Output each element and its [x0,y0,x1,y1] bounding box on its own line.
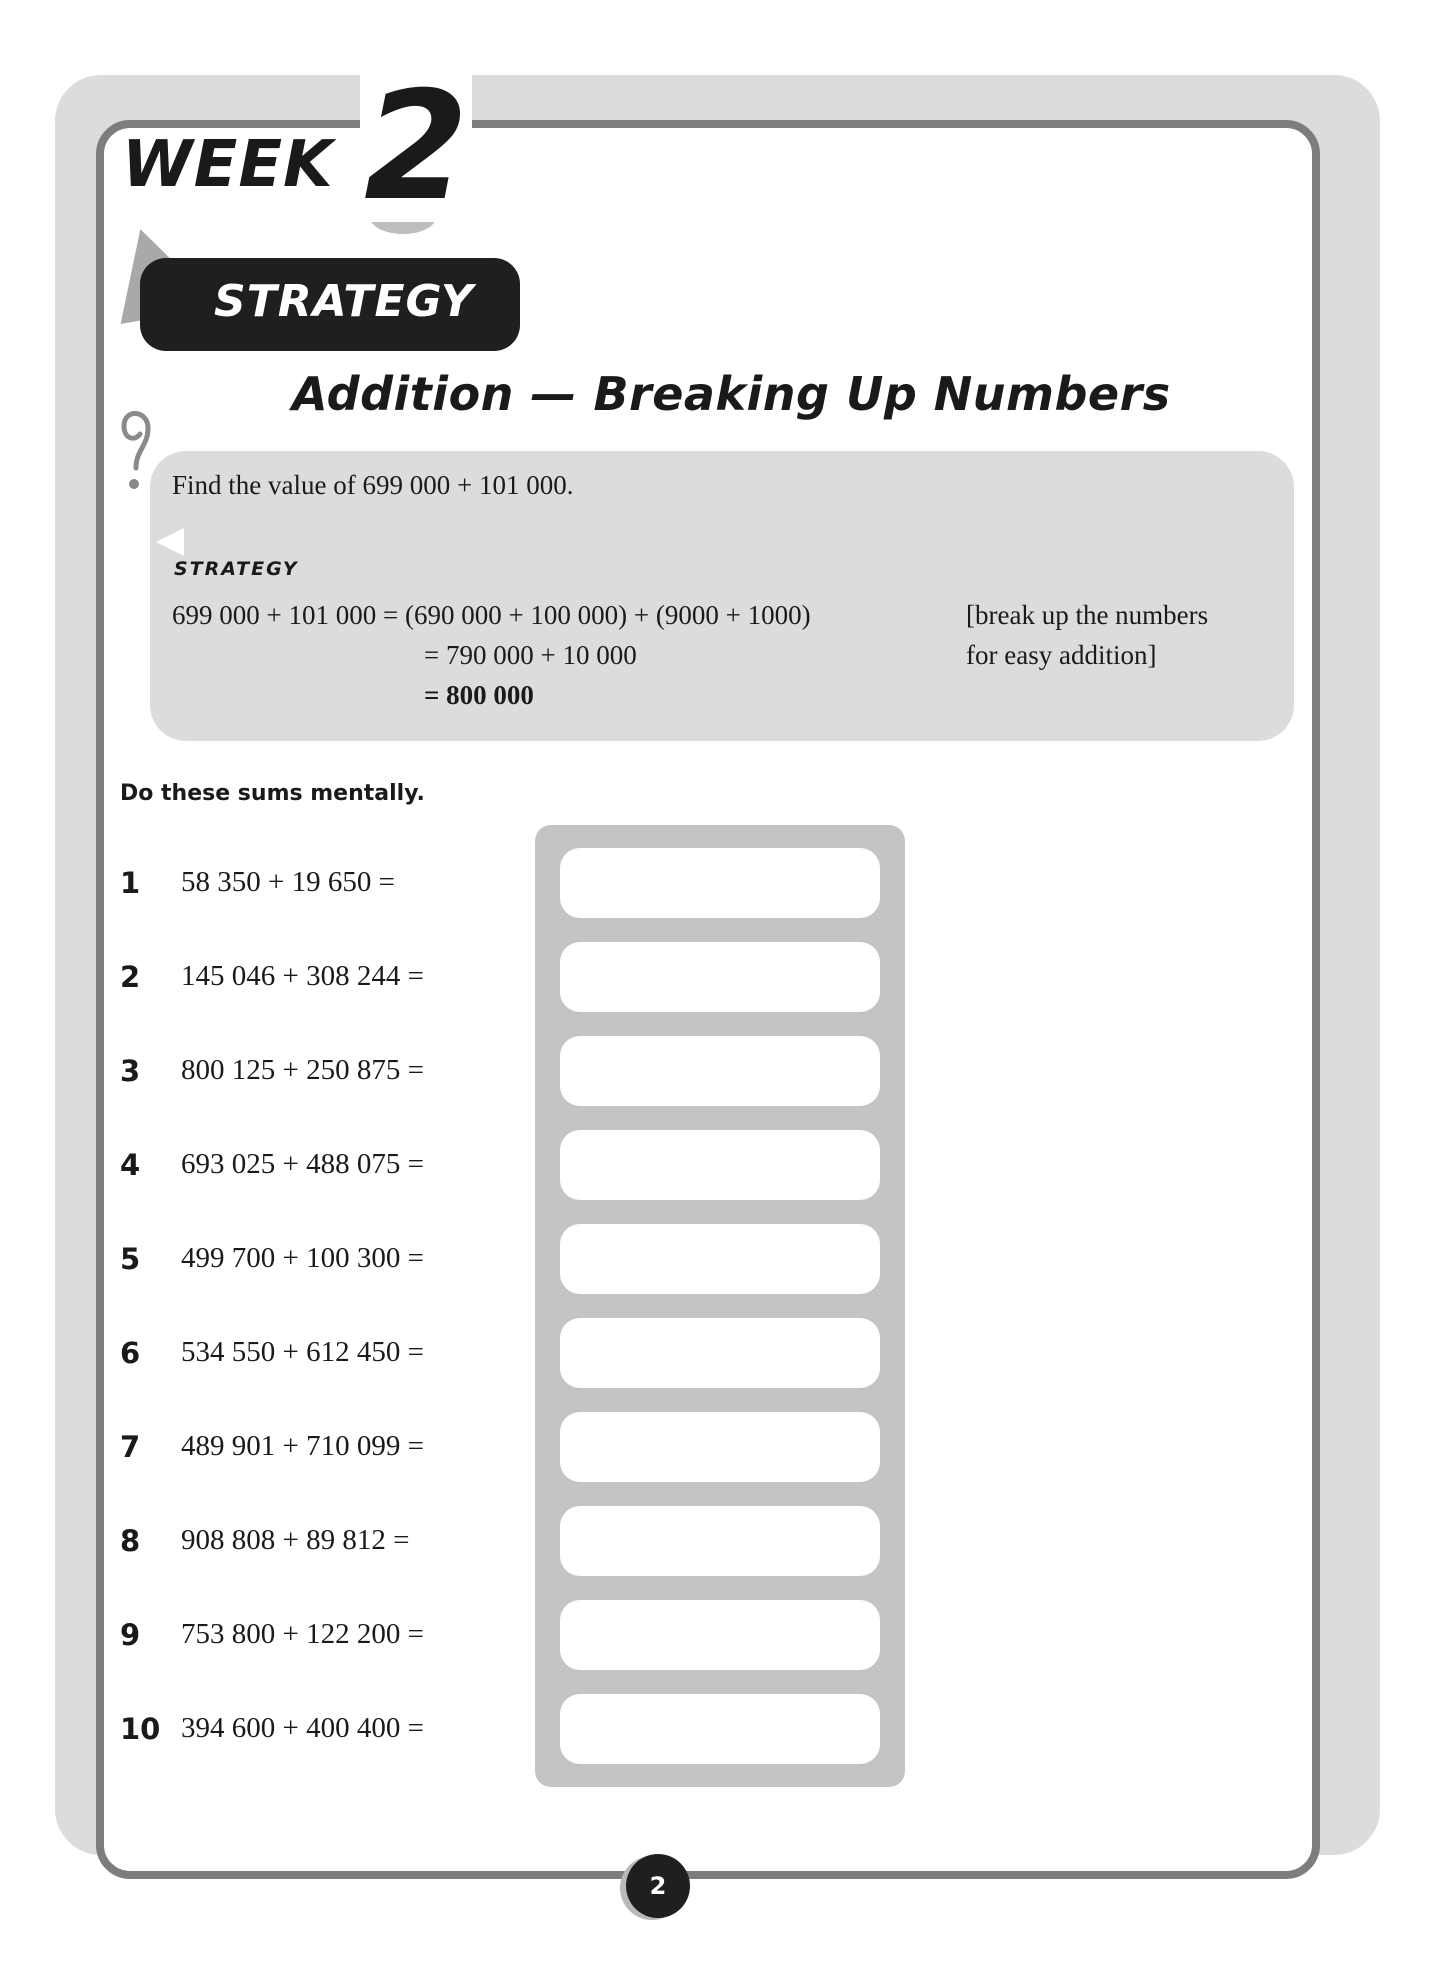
answer-input[interactable] [560,848,880,918]
question-text: 908 808 + 89 812 = [181,1524,410,1556]
answer-input[interactable] [560,1506,880,1576]
question-number: 9 [120,1618,141,1652]
week-number: 2 [360,72,472,222]
strategy-banner-label: STRATEGY [214,276,474,327]
example-line-1: 699 000 + 101 000 = (690 000 + 100 000) + (9000 + 1000) [172,600,811,630]
week-label: WEEK [122,128,334,202]
question-mark-icon [118,398,166,490]
question-text: 145 046 + 308 244 = [181,960,424,992]
answer-input[interactable] [560,1224,880,1294]
question-text: 394 600 + 400 400 = [181,1712,424,1744]
answer-input[interactable] [560,942,880,1012]
example-question: Find the value of 699 000 + 101 000. [172,470,574,500]
question-text: 800 125 + 250 875 = [181,1054,424,1086]
answer-input[interactable] [560,1412,880,1482]
example-note-1: [break up the numbers [966,600,1209,630]
example-strategy-heading: STRATEGY [174,558,299,580]
question-number: 3 [120,1054,141,1088]
question-number: 7 [120,1430,141,1464]
answer-input[interactable] [560,1036,880,1106]
question-number: 2 [120,960,141,994]
page-number: 2 [649,1872,667,1900]
example-answer: = 800 000 [424,680,534,710]
question-number: 1 [120,866,141,900]
question-text: 534 550 + 612 450 = [181,1336,424,1368]
question-text: 753 800 + 122 200 = [181,1618,424,1650]
example-line-2: = 790 000 + 10 000 [424,640,637,670]
question-text: 58 350 + 19 650 = [181,866,395,898]
question-number: 5 [120,1242,141,1276]
instruction-text: Do these sums mentally. [120,781,425,806]
example-note-2: for easy addition] [966,640,1157,670]
question-number: 8 [120,1524,141,1558]
lesson-title: Addition — Breaking Up Numbers [292,367,1171,421]
question-number: 10 [120,1712,161,1746]
answer-input[interactable] [560,1130,880,1200]
question-text: 693 025 + 488 075 = [181,1148,424,1180]
question-text: 489 901 + 710 099 = [181,1430,424,1462]
answer-input[interactable] [560,1318,880,1388]
question-text: 499 700 + 100 300 = [181,1242,424,1274]
question-number: 6 [120,1336,141,1370]
answer-input[interactable] [560,1600,880,1670]
question-number: 4 [120,1148,141,1182]
example-pointer-icon [156,528,184,556]
answer-input[interactable] [560,1694,880,1764]
